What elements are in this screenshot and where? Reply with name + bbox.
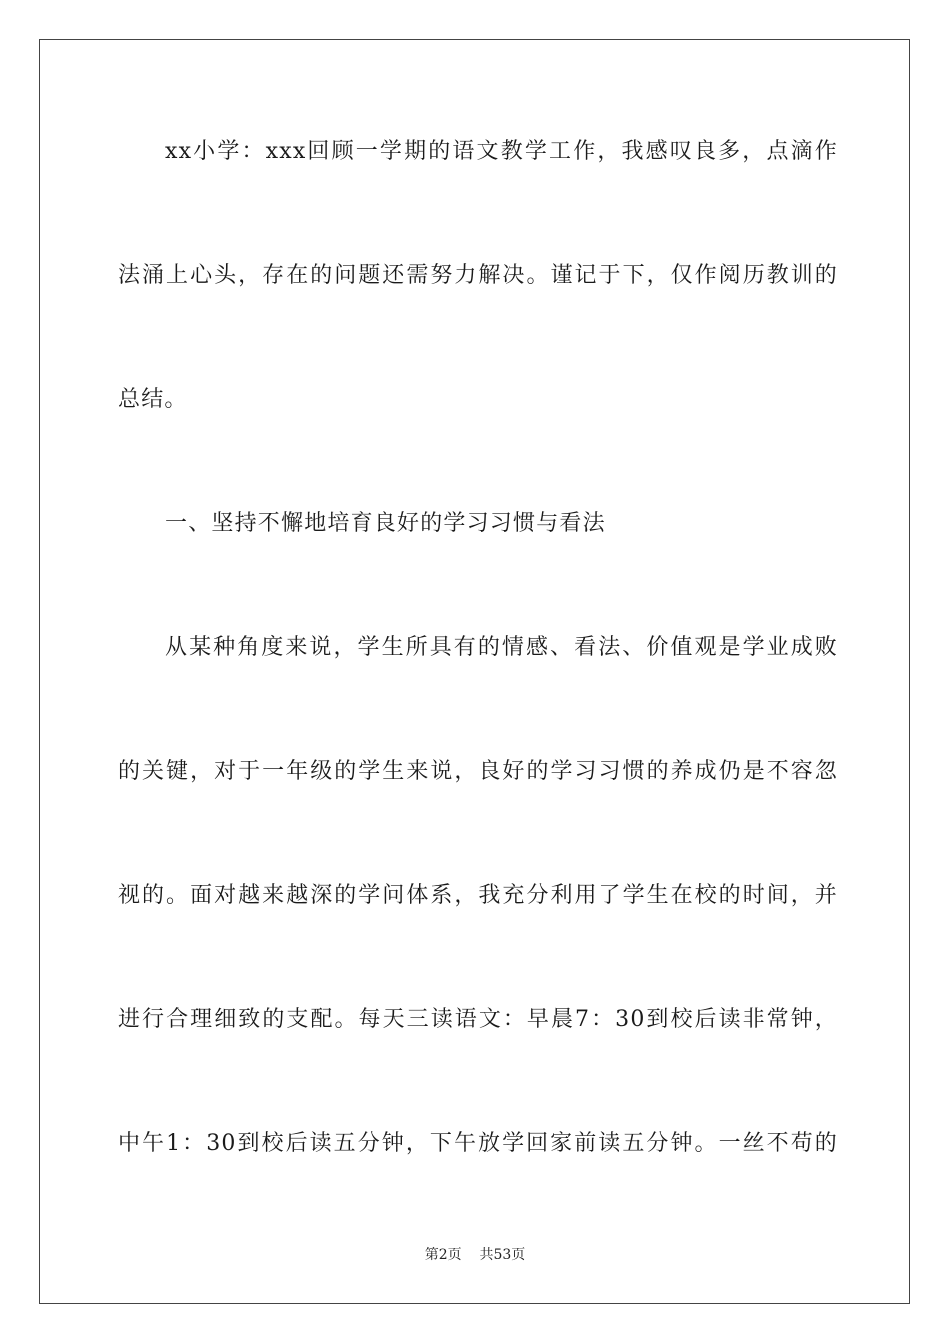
paragraph-line-4: 从某种角度来说，学生所具有的情感、看法、价值观是学业成败	[165, 635, 838, 660]
paragraph-line-2: 法涌上心头，存在的问题还需努力解决。谨记于下，仅作阅历教训的	[118, 263, 838, 288]
total-pages: 共53页	[479, 1247, 526, 1263]
page-border	[39, 39, 910, 1304]
section-heading: 一、坚持不懈地培育良好的学习习惯与看法	[165, 511, 606, 536]
paragraph-line-5: 的关键，对于一年级的学生来说，良好的学习习惯的养成仍是不容忽	[118, 759, 838, 784]
page-footer	[0, 1246, 950, 1264]
paragraph-line-3: 总结。	[118, 387, 188, 412]
paragraph-line-8: 中午1：30到校后读五分钟，下午放学回家前读五分钟。一丝不苟的	[118, 1131, 838, 1156]
paragraph-line-6: 视的。面对越来越深的学问体系，我充分利用了学生在校的时间，并	[118, 883, 838, 908]
paragraph-line-1: xx小学：xxx回顾一学期的语文教学工作，我感叹良多，点滴作	[165, 139, 838, 164]
page-number: 第2页	[424, 1247, 462, 1263]
paragraph-line-7: 进行合理细致的支配。每天三读语文：早晨7：30到校后读非常钟，	[118, 1007, 838, 1032]
